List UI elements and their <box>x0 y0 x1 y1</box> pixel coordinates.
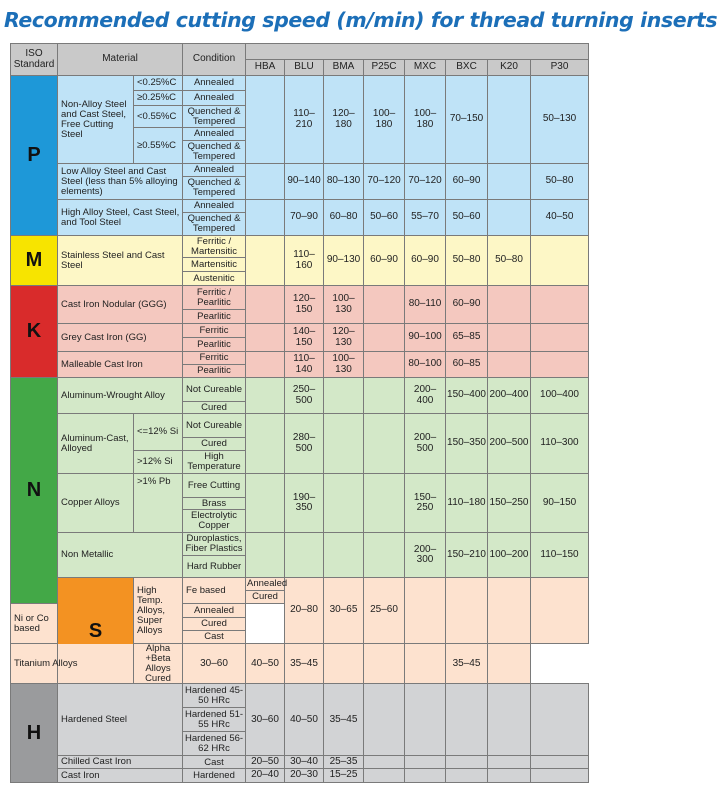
speed-cell <box>531 286 589 324</box>
condition-header: Condition <box>183 44 246 76</box>
material-cell: High Temp. Alloys, Super Alloys <box>134 578 183 644</box>
speed-cell <box>446 684 488 756</box>
sub-condition-cell: >12% Si <box>134 451 183 474</box>
condition-cell: Electrolytic Copper <box>183 510 246 533</box>
speed-cell: 50–60 <box>446 200 488 236</box>
speed-cell <box>446 578 488 644</box>
speed-cell: 60–85 <box>446 352 488 378</box>
speed-cell <box>364 756 405 769</box>
condition-cell: Ferritic <box>183 324 246 338</box>
condition-cell: Quenched & Tempered <box>183 141 246 164</box>
condition-cell: Not Cureable <box>183 414 246 438</box>
speed-cell <box>246 533 285 578</box>
speed-cell: 110–300 <box>531 414 589 474</box>
material-cell: Copper Alloys <box>58 474 134 533</box>
speed-cell: 80–100 <box>405 352 446 378</box>
speed-cell: 70–120 <box>405 164 446 200</box>
speed-cell: 20–50 <box>246 756 285 769</box>
speed-cell: 90–140 <box>285 164 324 200</box>
speed-cell: 40–50 <box>246 644 285 684</box>
material-cell: Titanium Alloys <box>11 644 134 684</box>
speed-cell <box>405 769 446 783</box>
iso-group-s: S <box>58 578 134 684</box>
speed-cell <box>364 684 405 756</box>
material-cell: Stainless Steel and Cast Steel <box>58 236 183 286</box>
speed-cell <box>488 76 531 164</box>
speed-cell <box>246 286 285 324</box>
speed-cell <box>488 286 531 324</box>
speed-cell: 25–60 <box>364 578 405 644</box>
speed-cell: 200–400 <box>405 378 446 414</box>
speed-cell: 50–80 <box>531 164 589 200</box>
speed-cell: 80–130 <box>324 164 364 200</box>
grade-header-band <box>246 44 589 60</box>
speed-cell: 60–90 <box>446 164 488 200</box>
speed-cell <box>488 756 531 769</box>
speed-cell: 150–400 <box>446 378 488 414</box>
condition-cell: Cured <box>183 618 246 631</box>
speed-cell: 80–110 <box>405 286 446 324</box>
speed-cell <box>246 76 285 164</box>
speed-cell <box>364 414 405 474</box>
speed-cell <box>531 769 589 783</box>
material-cell: Chilled Cast Iron <box>58 756 183 769</box>
speed-cell <box>364 286 405 324</box>
speed-cell <box>488 578 531 644</box>
sub-condition-cell: <=12% Si <box>134 414 183 451</box>
condition-cell: Ferritic / Pearlitic <box>183 286 246 310</box>
condition-cell: Annealed <box>247 578 288 590</box>
speed-cell: 200–400 <box>488 378 531 414</box>
speed-cell <box>405 578 446 644</box>
speed-cell: 110–210 <box>285 76 324 164</box>
speed-cell: 110–140 <box>285 352 324 378</box>
speed-cell: 200–300 <box>405 533 446 578</box>
material-cell: Aluminum-Cast, Alloyed <box>58 414 134 474</box>
speed-cell <box>488 200 531 236</box>
condition-cell: Duroplastics, Fiber Plastics <box>183 533 246 556</box>
speed-cell: 70–120 <box>364 164 405 200</box>
speed-cell <box>405 684 446 756</box>
speed-cell <box>324 414 364 474</box>
speed-cell <box>364 378 405 414</box>
grade-header: BLU <box>285 60 324 76</box>
grade-header: BXC <box>446 60 488 76</box>
speed-cell: 90–100 <box>405 324 446 352</box>
iso-group-k: K <box>11 286 58 378</box>
condition-cell: Free Cutting <box>183 474 246 498</box>
speed-cell <box>246 324 285 352</box>
cutting-speed-table <box>10 43 589 783</box>
speed-cell: 60–90 <box>446 286 488 324</box>
speed-cell: 60–90 <box>405 236 446 286</box>
speed-cell: 70–90 <box>285 200 324 236</box>
speed-cell <box>246 414 285 474</box>
speed-cell: 140–150 <box>285 324 324 352</box>
speed-cell <box>488 352 531 378</box>
condition-cell: Hardened 51-55 HRc <box>183 708 246 732</box>
speed-cell <box>488 684 531 756</box>
speed-cell <box>246 474 285 533</box>
speed-cell: 25–35 <box>324 756 364 769</box>
speed-cell <box>246 236 285 286</box>
condition-cell: Ferritic / Martensitic <box>183 236 246 258</box>
speed-cell <box>488 324 531 352</box>
iso-group-n: N <box>11 378 58 604</box>
speed-cell: 150–250 <box>488 474 531 533</box>
material-cell: Low Alloy Steel and Cast Steel (less than 5% alloying elements) <box>58 164 183 200</box>
speed-cell: 35–45 <box>446 644 488 684</box>
speed-cell: 70–150 <box>446 76 488 164</box>
speed-cell: 50–80 <box>488 236 531 286</box>
condition-cell: Alpha +Beta Alloys Cured <box>134 644 183 684</box>
speed-cell <box>531 756 589 769</box>
speed-cell: 110–150 <box>531 533 589 578</box>
speed-cell: 50–60 <box>364 200 405 236</box>
material-cell: Cast Iron <box>58 769 183 783</box>
condition-cell: Hard Rubber <box>183 556 246 578</box>
material-cell: Malleable Cast Iron <box>58 352 183 378</box>
sub-condition-cell: <0.55%C <box>134 106 183 128</box>
speed-cell: 30–65 <box>324 578 364 644</box>
speed-cell <box>324 644 364 684</box>
speed-cell: 110–160 <box>285 236 324 286</box>
grade-header: MXC <box>405 60 446 76</box>
speed-cell: 90–150 <box>531 474 589 533</box>
speed-cell: 55–70 <box>405 200 446 236</box>
speed-cell <box>531 684 589 756</box>
speed-cell <box>531 352 589 378</box>
condition-cell: Annealed <box>183 91 246 106</box>
grade-header: P25C <box>364 60 405 76</box>
speed-cell <box>246 352 285 378</box>
speed-cell: 250–500 <box>285 378 324 414</box>
grade-header: BMA <box>324 60 364 76</box>
condition-cell: Annealed <box>183 128 246 141</box>
condition-cell: Cured <box>183 402 246 414</box>
condition-cell: Cast <box>183 631 246 644</box>
speed-cell: 40–50 <box>531 200 589 236</box>
condition-cell: Hardened 56-62 HRc <box>183 732 246 756</box>
speed-cell: 65–85 <box>446 324 488 352</box>
speed-cell <box>446 769 488 783</box>
iso-group-p: P <box>11 76 58 236</box>
condition-cell: Not Cureable <box>183 378 246 402</box>
condition-cell: Hardened <box>183 769 246 783</box>
sub-condition-cell: <0.25%C <box>134 76 183 91</box>
condition-cell: Quenched & Tempered <box>183 177 246 200</box>
speed-cell: 100–200 <box>488 533 531 578</box>
speed-cell <box>488 769 531 783</box>
material-header: Material <box>58 44 183 76</box>
iso-standard-header: ISO Standard <box>11 44 58 76</box>
speed-cell: 200–500 <box>405 414 446 474</box>
iso-group-h: H <box>11 684 58 783</box>
speed-cell: 60–90 <box>364 236 405 286</box>
speed-cell: 40–50 <box>285 684 324 756</box>
condition-cell: Annealed <box>183 604 246 618</box>
speed-cell: 150–250 <box>405 474 446 533</box>
condition-cell: Annealed <box>183 76 246 91</box>
speed-cell: 150–350 <box>446 414 488 474</box>
material-cell: Hardened Steel <box>58 684 183 756</box>
speed-cell: 190–350 <box>285 474 324 533</box>
condition-cell: Quenched & Tempered <box>183 213 246 236</box>
condition-cell: Brass <box>183 498 246 510</box>
condition-cell: Martensitic <box>183 258 246 272</box>
speed-cell: 20–40 <box>246 769 285 783</box>
speed-cell <box>531 578 589 644</box>
condition-cell: Pearlitic <box>183 338 246 352</box>
speed-cell <box>405 644 446 684</box>
condition-cell: Annealed <box>183 164 246 177</box>
speed-cell <box>364 324 405 352</box>
material-cell: Non-Alloy Steel and Cast Steel, Free Cutting Steel <box>58 76 134 164</box>
material-cell: Aluminum-Wrought Alloy <box>58 378 183 414</box>
material-cell: High Alloy Steel, Cast Steel, and Tool Steel <box>58 200 183 236</box>
speed-cell: 60–80 <box>324 200 364 236</box>
condition-cell: Ferritic <box>183 352 246 365</box>
speed-cell <box>246 164 285 200</box>
speed-cell <box>285 533 324 578</box>
speed-cell: 50–130 <box>531 76 589 164</box>
speed-cell <box>364 769 405 783</box>
sub-condition-cell: >1% Pb <box>134 474 183 533</box>
speed-cell: 35–45 <box>285 644 324 684</box>
speed-cell: 100–130 <box>324 352 364 378</box>
condition-cell: Pearlitic <box>183 310 246 324</box>
speed-cell <box>446 756 488 769</box>
speed-cell: 120–150 <box>285 286 324 324</box>
speed-cell: 150–210 <box>446 533 488 578</box>
speed-cell: 20–30 <box>285 769 324 783</box>
speed-cell <box>405 756 446 769</box>
speed-cell: 100–130 <box>324 286 364 324</box>
speed-cell <box>488 644 531 684</box>
speed-cell <box>364 533 405 578</box>
grade-header: P30 <box>531 60 589 76</box>
speed-cell: 20–80 <box>285 578 324 644</box>
speed-cell: 30–40 <box>285 756 324 769</box>
speed-cell <box>324 533 364 578</box>
speed-cell: 100–180 <box>405 76 446 164</box>
speed-cell: 120–180 <box>324 76 364 164</box>
speed-cell: 30–60 <box>246 684 285 756</box>
speed-cell: 120–130 <box>324 324 364 352</box>
condition-cell: Austenitic <box>183 272 246 286</box>
speed-cell <box>246 378 285 414</box>
condition-cell: Pearlitic <box>183 365 246 378</box>
sub-condition-cell: ≥0.25%C <box>134 91 183 106</box>
condition-cell: Hardened 45-50 HRc <box>183 684 246 708</box>
sub-condition-cell: ≥0.55%C <box>134 128 183 164</box>
grade-header: K20 <box>488 60 531 76</box>
speed-cell: 15–25 <box>324 769 364 783</box>
speed-cell: 200–500 <box>488 414 531 474</box>
speed-cell: 50–80 <box>446 236 488 286</box>
speed-cell: 100–180 <box>364 76 405 164</box>
material-cell: Cast Iron Nodular (GGG) <box>58 286 183 324</box>
speed-cell: 35–45 <box>324 684 364 756</box>
speed-cell <box>364 474 405 533</box>
speed-cell <box>364 644 405 684</box>
condition-cell: Cast <box>183 756 246 769</box>
grade-header: HBA <box>246 60 285 76</box>
speed-cell: 110–180 <box>446 474 488 533</box>
speed-cell <box>488 164 531 200</box>
page-title: Recommended cutting speed (m/min) for thread turning inserts <box>4 8 717 32</box>
speed-cell <box>364 352 405 378</box>
material-cell: Non Metallic <box>58 533 183 578</box>
speed-cell <box>531 324 589 352</box>
speed-cell: 90–130 <box>324 236 364 286</box>
speed-cell <box>531 236 589 286</box>
condition-cell: Cured <box>183 438 246 451</box>
condition-cell: Annealed <box>183 200 246 213</box>
iso-group-m: M <box>11 236 58 286</box>
speed-cell: 280–500 <box>285 414 324 474</box>
speed-cell <box>324 474 364 533</box>
speed-cell: 30–60 <box>183 644 246 684</box>
material-cell: Grey Cast Iron (GG) <box>58 324 183 352</box>
sub-condition-cell: Ni or Co based <box>11 604 58 644</box>
condition-cell: Cured <box>246 591 285 604</box>
sub-condition-cell: Fe based <box>183 578 246 604</box>
speed-cell <box>324 378 364 414</box>
condition-cell: Quenched & Tempered <box>183 106 246 128</box>
speed-cell: 100–400 <box>531 378 589 414</box>
speed-cell <box>246 200 285 236</box>
condition-cell: High Temperature <box>183 451 246 474</box>
